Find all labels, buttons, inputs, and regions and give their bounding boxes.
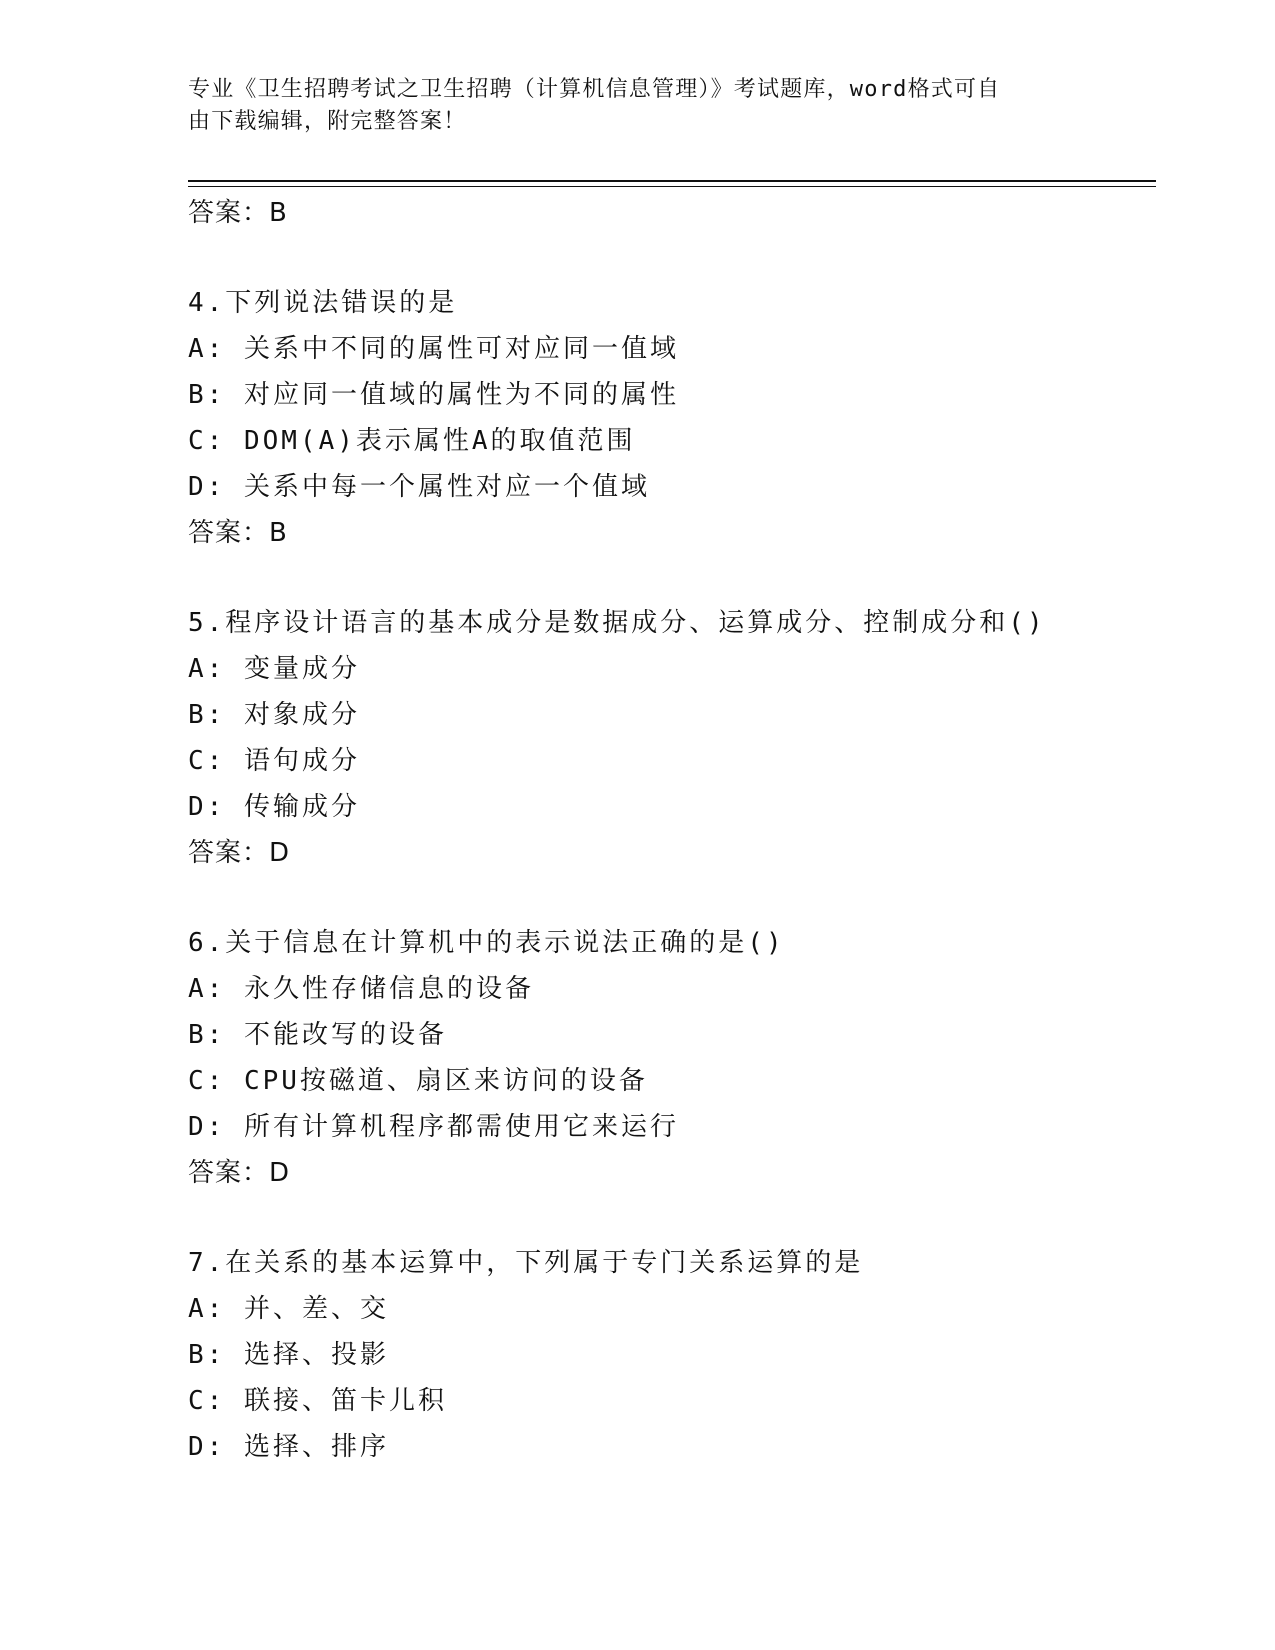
header-line-2: 由下载编辑，附完整答案！ bbox=[188, 109, 467, 134]
question-block bbox=[188, 920, 1156, 1196]
header-line-1: 专业《卫生招聘考试之卫生招聘（计算机信息管理）》考试题库，word格式可自 bbox=[188, 77, 1001, 102]
option-d: D: 传输成分 bbox=[188, 792, 360, 822]
question-text: 5.程序设计语言的基本成分是数据成分、运算成分、控制成分和() bbox=[188, 608, 1046, 638]
answer-line: 答案：B bbox=[188, 518, 288, 548]
option-c: C: 联接、笛卡儿积 bbox=[188, 1386, 447, 1416]
option-a: A: 并、差、交 bbox=[188, 1294, 389, 1324]
option-b: B: 对象成分 bbox=[188, 700, 360, 730]
option-d: D: 关系中每一个属性对应一个值域 bbox=[188, 472, 650, 502]
answer-line: 答案：D bbox=[188, 838, 291, 868]
answer-line: 答案：B bbox=[188, 198, 288, 228]
spacer bbox=[188, 876, 1156, 920]
header-divider bbox=[188, 180, 1156, 182]
option-c: C: CPU按磁道、扇区来访问的设备 bbox=[188, 1066, 648, 1096]
option-a: A: 变量成分 bbox=[188, 654, 360, 684]
header-divider-thin bbox=[188, 186, 1156, 187]
question-block bbox=[188, 1240, 1156, 1470]
option-a: A: 关系中不同的属性可对应同一值域 bbox=[188, 334, 679, 364]
question-block bbox=[188, 600, 1156, 876]
answer-line: 答案：D bbox=[188, 1158, 291, 1188]
option-d: D: 所有计算机程序都需使用它来运行 bbox=[188, 1112, 679, 1142]
option-b: B: 对应同一值域的属性为不同的属性 bbox=[188, 380, 679, 410]
option-b: B: 不能改写的设备 bbox=[188, 1020, 447, 1050]
question-text: 6.关于信息在计算机中的表示说法正确的是() bbox=[188, 928, 785, 958]
question-block bbox=[188, 280, 1156, 556]
spacer bbox=[188, 236, 1156, 280]
spacer bbox=[188, 556, 1156, 600]
option-c: C: DOM(A)表示属性A的取值范围 bbox=[188, 426, 636, 456]
question-text: 4.下列说法错误的是 bbox=[188, 288, 458, 318]
question-text: 7.在关系的基本运算中，下列属于专门关系运算的是 bbox=[188, 1248, 864, 1278]
document-header bbox=[188, 74, 1068, 138]
spacer bbox=[188, 1196, 1156, 1240]
question-list bbox=[188, 190, 1156, 1470]
option-a: A: 永久性存储信息的设备 bbox=[188, 974, 534, 1004]
option-b: B: 选择、投影 bbox=[188, 1340, 389, 1370]
option-c: C: 语句成分 bbox=[188, 746, 360, 776]
option-d: D: 选择、排序 bbox=[188, 1432, 389, 1462]
